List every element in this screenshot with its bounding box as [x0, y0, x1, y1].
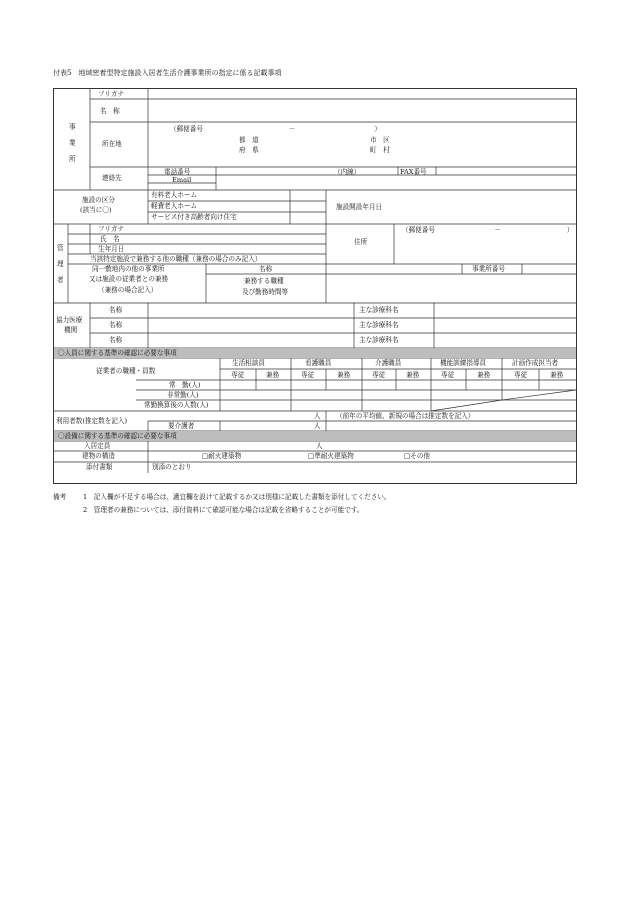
contact-label: 連絡先 — [102, 174, 122, 182]
parttime-row-label: 非常勤(人) — [167, 391, 199, 399]
manager-other-label-2: 又は施設の従業者との兼務 — [89, 275, 169, 283]
facility-category-3: サービス付き高齢者向け住宅 — [151, 213, 237, 221]
form-table — [53, 88, 577, 484]
parttime-header-2: 兼務 — [337, 371, 351, 379]
fulltime-header-1: 専従 — [231, 371, 245, 379]
medical-dept-label-1: 主な診療科名 — [359, 306, 399, 314]
parttime-header-4: 兼務 — [477, 371, 491, 379]
phone-label: 電話番号 — [164, 168, 191, 176]
manager-other-label-1: 同一敷地内の他の事業所 — [92, 265, 165, 273]
manager-name-label: 氏 名 — [100, 235, 120, 243]
prefecture-fu-ken: 府 県 — [239, 146, 259, 154]
medical-name-label-2: 名称 — [109, 321, 123, 329]
medical-dept-label-3: 主な診療科名 — [359, 336, 399, 344]
form-title: 付表5 地域密着型特定施設入居者生活介護事業所の指定に係る記載事項 — [53, 69, 282, 77]
notes-label: 備考 — [53, 493, 67, 501]
fulltime-row-label: 常 勤(人) — [169, 381, 201, 389]
manager-job-label-1: 兼務する職種 — [244, 277, 284, 285]
fulltime-header-3: 専従 — [372, 371, 386, 379]
manager-birth-label: 生年月日 — [98, 245, 125, 253]
medical-section-label-2: 機関 — [64, 326, 78, 334]
office-postal-code: （郵便番号 － ） — [170, 125, 381, 133]
manager-section-label: 管 理 者 — [57, 244, 64, 284]
note-1: 1 記入欄が不足する場合は、適宜欄を設けて記載するか又は別様に記載した書類を添付してください。 — [83, 493, 391, 501]
other-structure-checkbox[interactable]: □その他 — [404, 452, 431, 460]
facility-category-hint: (該当に〇) — [80, 206, 112, 214]
capacity-label: 入居定員 — [84, 442, 111, 450]
email-label: Email — [172, 176, 192, 184]
fireproof-checkbox[interactable]: □耐火建築物 — [202, 452, 242, 460]
role-care-planner: 計画作成担当者 — [512, 359, 559, 367]
manager-postal-code: （郵便番号 － ） — [402, 226, 574, 234]
facility-opened-label: 施設開設年月日 — [336, 203, 383, 211]
fte-row-label: 常勤換算後の人数(人) — [144, 401, 209, 409]
office-section-label: 事 業 所 — [69, 123, 76, 163]
attach-value: 別添のとおり — [152, 463, 192, 471]
fax-label: FAX番号 — [400, 168, 427, 176]
medical-section-label-1: 協力医療 — [56, 316, 83, 324]
care-unit: 人 — [314, 422, 321, 430]
parttime-header-1: 兼務 — [266, 371, 280, 379]
fulltime-header-5: 専従 — [514, 371, 528, 379]
manager-office-number-label: 事業所番号 — [472, 265, 505, 273]
parttime-header-5: 兼務 — [550, 371, 564, 379]
care-label: 要介護者 — [168, 422, 195, 430]
office-name-label: 名 称 — [100, 107, 120, 115]
fulltime-header-2: 専従 — [301, 371, 315, 379]
staff-section-title: 〇人員に関する基準の確認に必要な事項 — [58, 349, 177, 357]
users-unit: 人 — [314, 412, 321, 420]
manager-concurrent-label: 当該特定施設で兼務する他の職種（兼務の場合のみ記入） — [90, 255, 262, 263]
facility-category-label: 施設の区分 — [82, 196, 115, 204]
users-label: 利用者数(推定数を記入) — [56, 417, 128, 425]
extension-label: （内線） — [334, 168, 361, 176]
manager-job-label-2: 及び勤務時間等 — [242, 288, 289, 296]
manager-other-label-3: （兼務の場合記入） — [98, 286, 158, 294]
note-2: 2 管理者の兼務については、添付資料にて確認可能な場合は記載を省略することが可能です。 — [83, 506, 364, 514]
equip-section-title: 〇設備に関する基準の確認に必要な事項 — [58, 432, 177, 440]
city-shi-ku: 市 区 — [370, 136, 390, 144]
staff-label: 従業者の職種・員数 — [96, 367, 156, 375]
manager-residence-label: 住所 — [354, 238, 368, 246]
capacity-unit: 人 — [316, 442, 323, 450]
role-nurse: 看護職員 — [305, 359, 332, 367]
office-furigana-label: フリガナ — [98, 90, 125, 98]
role-rehab-instructor: 機能訓練指導員 — [440, 359, 487, 367]
parttime-header-3: 兼務 — [406, 371, 420, 379]
prefecture-to-do: 都 道 — [239, 136, 259, 144]
facility-category-2: 軽費老人ホーム — [151, 202, 198, 210]
attach-label: 添付書類 — [86, 463, 113, 471]
town-cho-son: 町 村 — [370, 146, 390, 154]
role-life-counselor: 生活相談員 — [232, 359, 265, 367]
structure-label: 建物の構造 — [82, 452, 115, 460]
office-address-label: 所在地 — [102, 140, 122, 148]
manager-furigana-label: フリガナ — [98, 225, 125, 233]
facility-category-1: 有料老人ホーム — [151, 191, 198, 199]
medical-name-label-1: 名称 — [109, 306, 123, 314]
medical-name-label-3: 名称 — [109, 336, 123, 344]
medical-dept-label-2: 主な診療科名 — [359, 321, 399, 329]
role-caregiver: 介護職員 — [375, 359, 402, 367]
fulltime-header-4: 専従 — [441, 371, 455, 379]
users-note: （前年の平均値、新規の場合は推定数を記入） — [336, 412, 475, 420]
manager-other-name-label: 名称 — [259, 265, 273, 273]
semi-fireproof-checkbox[interactable]: □準耐火建築物 — [308, 452, 354, 460]
